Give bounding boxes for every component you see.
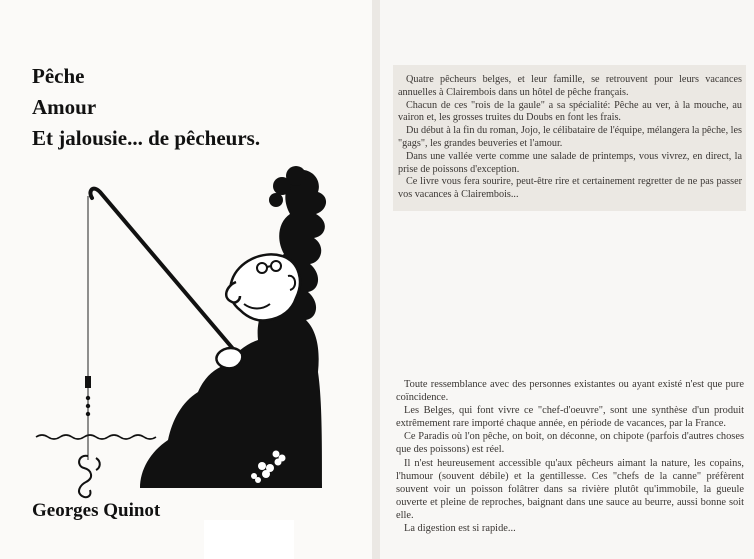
fisherman-illustration	[0, 0, 372, 559]
notice-text	[396, 378, 744, 535]
blurb-paragraph: Chacun de ces "rois de la gaule" a sa spécialité: Pêche au ver, à la mouche, au vairon et, les grosses truites du Doubs en font les frais.	[398, 99, 742, 124]
notice-paragraph: Les Belges, qui font vivre ce "chef-d'oeuvre", sont une synthèse d'un produit extrêmement rare importé chaque année, en période de vacances, par la France.	[396, 405, 744, 430]
blurb-paragraph: Ce livre vous fera sourire, peut-être rire et certainement regretter de ne pas passer vos vacances à Clairembois...	[398, 176, 742, 201]
title-line-1: Pêche	[32, 64, 85, 88]
worm-on-hook	[79, 456, 91, 497]
notice-paragraph: Il n'est heureusement accessible qu'aux pêcheurs aimant la nature, les copains, l'humour (souvent débile) et la gentillesse. Ces "chefs de la canne" préfèrent souvent voir un poisson folâtrer dans sa rivière plutôt qu'immobile, la gueule ouverte et pleine de reproches, baignant dans une sauce au beurre, aussi bonne soit elle.	[396, 457, 744, 521]
blurb-text	[398, 74, 742, 202]
author-name: Georges Quinot	[32, 500, 161, 521]
water-surface	[36, 435, 156, 439]
notice-paragraph: Toute ressemblance avec des personnes existantes ou ayant existé n'est que pure coïncidence.	[396, 379, 744, 404]
notice-paragraph: La digestion est si rapide...	[404, 523, 516, 535]
blurb-paragraph: Dans une vallée verte comme une salade de printemps, vous vivrez, en direct, la prise de poissons d'exception.	[398, 150, 742, 175]
title-line-2: Amour	[32, 95, 97, 119]
bush-shape	[140, 170, 326, 488]
title-line-3: Et jalousie... de pêcheurs.	[32, 126, 261, 150]
cover-edge-patch	[204, 520, 294, 559]
notice-paragraph: Ce Paradis où l'on pêche, on boit, on déconne, on chipote (parfois d'autres choses que des poissons) est réel.	[396, 431, 744, 456]
page-gap	[372, 0, 380, 559]
blurb-paragraph: Du début à la fin du roman, Jojo, le célibataire de l'équipe, mélangera la pêche, les "gags", les grandes beuveries et l'amour.	[398, 125, 742, 149]
blurb-paragraph: Quatre pêcheurs belges, et leur famille, se retrouvent pour leurs vacances annuelles à Clairembois dans un hôtel de pêche français.	[398, 74, 742, 98]
fishing-rod	[90, 189, 234, 350]
